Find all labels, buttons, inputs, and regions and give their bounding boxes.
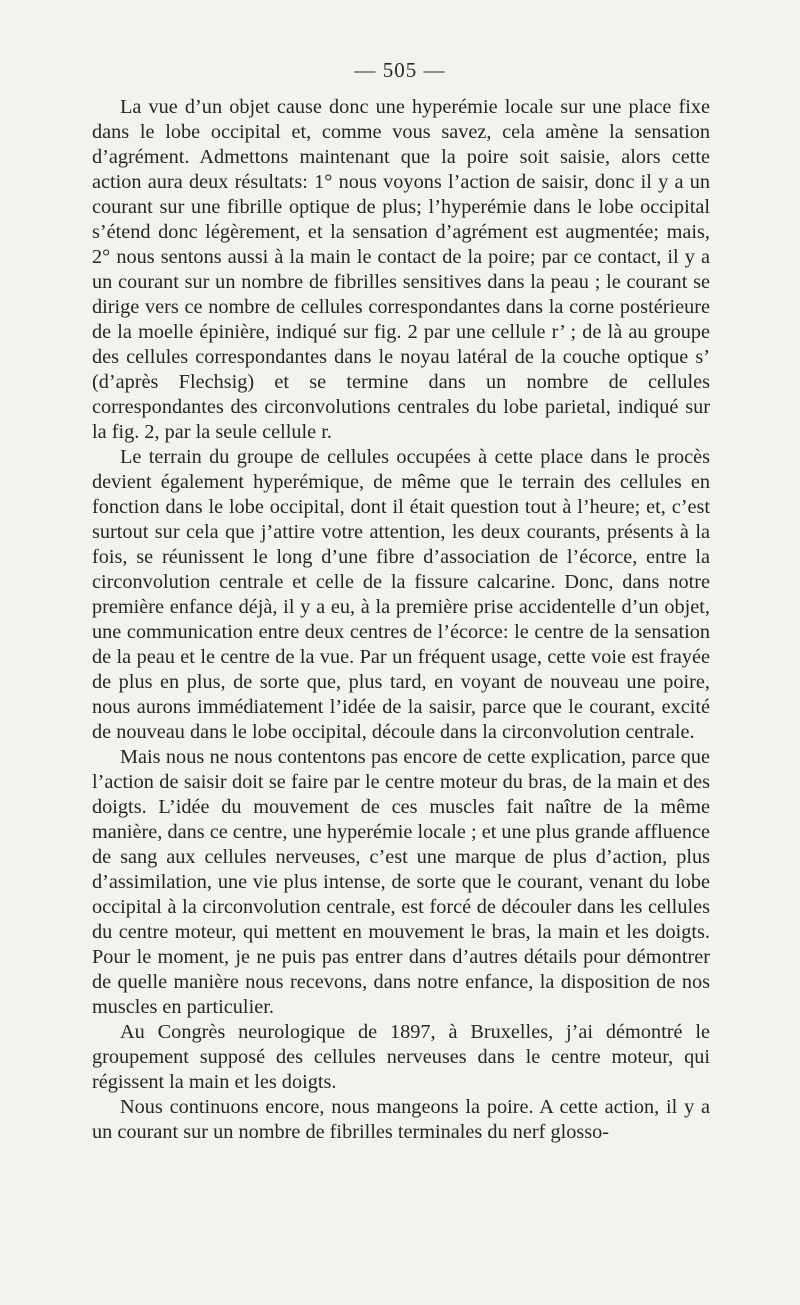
paragraph: Au Congrès neurologique de 1897, à Bruxelles, j’ai démontré le groupement supposé des cellules nerveuses dans le centre moteur, qui régissent la main et les doigts. — [92, 1021, 710, 1093]
paragraph: Mais nous ne nous contentons pas encore de cette explication, parce que l’action de saisir doit se faire par le centre moteur du bras, de la main et des doigts. L’idée du mouvement de ces muscles fait naître de la même manière, dans ce centre, une hyperémie locale ; et une plus grande affluence de sang aux cellules nerveuses, c’est une marque de plus d’action, plus d’assimilation, une vie plus intense, de sorte que le courant, venant du lobe occipital à la circonvolution centrale, est forcé de découler dans les cellules du centre moteur, qui mettent en mouvement le bras, la main et les doigts. Pour le moment, je ne puis pas entrer dans d’autres détails pour démontrer de quelle manière nous recevons, dans notre enfance, la disposition de nos muscles en particulier. — [92, 746, 710, 1018]
page-number: — 505 — — [354, 58, 446, 82]
paragraph: Le terrain du groupe de cellules occupées à cette place dans le procès devient également hyperémique, de même que le terrain des cellules en fonction dans le lobe occipital, dont il était question tout à l’heure; et, c’est surtout sur cela que j’attire votre attention, les deux courants, présents à la fois, se réunissent le long d’une fibre d’association de l’écorce, entre la circonvolution centrale et celle de la fissure calcarine. Donc, dans notre première enfance déjà, il y a eu, à la première prise accidentelle d’un objet, une communication entre deux centres de l’écorce: le centre de la sensation de la peau et le centre de la vue. Par un fréquent usage, cette voie est frayée de plus en plus, de sorte que, plus tard, en voyant de nouveau une poire, nous aurons immédiatement l’idée de la saisir, parce que le courant, excité de nouveau dans le lobe occipital, découle dans la circonvolution centrale. — [92, 446, 710, 743]
body-text — [92, 95, 710, 1145]
paragraph: Nous continuons encore, nous mangeons la poire. A cette action, il y a un courant sur un nombre de fibrilles terminales du nerf glosso- — [92, 1096, 710, 1143]
paragraph: La vue d’un objet cause donc une hyperémie locale sur une place fixe dans le lobe occipital et, comme vous savez, cela amène la sensation d’agrément. Admettons maintenant que la poire soit saisie, alors cette action aura deux résultats: 1° nous voyons l’action de saisir, donc il y a un courant sur une fibrille optique de plus; l’hyperémie dans le lobe occipital s’étend donc légèrement, et la sensation d’agrément est augmentée; mais, 2° nous sentons aussi à la main le contact de la poire; par ce contact, il y a un courant sur un nombre de fibrilles sensitives dans la peau ; le courant se dirige vers ce nombre de cellules correspondantes dans la corne postérieure de la moelle épinière, indiqué sur fig. 2 par une cellule r’ ; de là au groupe des cellules correspondantes dans le noyau latéral de la couche optique s’ (d’après Flechsig) et se termine dans un nombre de cellules correspondantes des circonvolutions centrales du lobe parietal, indiqué sur la fig. 2, par la seule cellule r. — [92, 96, 710, 443]
